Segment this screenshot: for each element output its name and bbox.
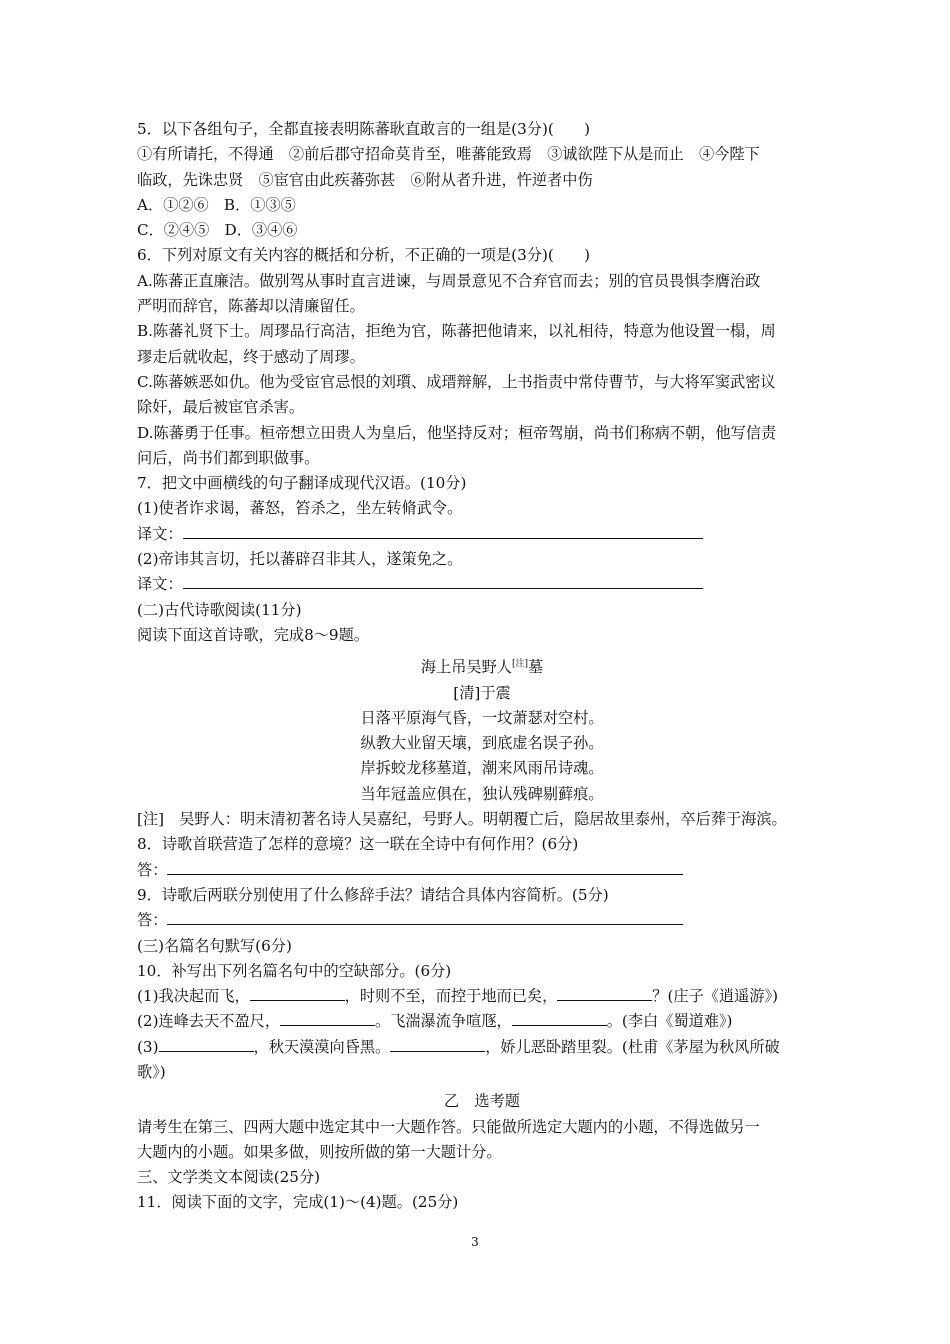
q10-item-3-source: ，娇儿恶卧踏里裂。(杜甫《茅屋为秋风所破 — [485, 1037, 780, 1056]
q5-choices-cd: C．②④⑤ D．③④⑥ — [137, 221, 298, 240]
elective-instructions-line1: 请考生在第三、四两大题中选定其中一大题作答。只能做所选定大题内的小题，不得选做另一 — [137, 1117, 760, 1136]
q6-option-b-line2: 璆走后就收起，终于感动了周璆。 — [137, 347, 365, 366]
elective-heading: 乙 选考题 — [444, 1092, 520, 1111]
q7-stem: 7．把文中画横线的句子翻译成现代汉语。(10分) — [137, 474, 467, 493]
fill-blank[interactable] — [250, 984, 345, 1001]
q6-option-c-line1: C.陈蕃嫉恶如仇。他为受宦官忌恨的刘瓆、成瑨辩解，上书指责中常侍曹节，与大将军窦武密议 — [137, 372, 776, 391]
q5-options-line1: ①有所请托，不得通 ②前后郡守招命莫肯至，唯蕃能致焉 ③诚欲陛下从是而止 ④今陛下 — [137, 145, 760, 164]
poem-title-end: 墓 — [527, 658, 544, 677]
q10-item-2-text: 。飞湍瀑流争喧豗， — [375, 1012, 512, 1031]
fill-blank[interactable] — [512, 1009, 607, 1026]
elective-instructions-line2: 大题内的小题。如果多做，则按所做的第一大题计分。 — [137, 1142, 502, 1161]
fill-blank[interactable] — [557, 984, 652, 1001]
q10-item-2-text: (2)连峰去天不盈尺， — [137, 1012, 281, 1031]
q7-sentence-2: (2)帝讳其言切，托以蕃辟召非其人，遂策免之。 — [137, 550, 463, 569]
section3-heading: 三、文学类文本阅读(25分) — [137, 1168, 321, 1187]
q10-item-1 — [137, 984, 827, 1009]
q6-option-a-line1: A.陈蕃正直廉洁。做别驾从事时直言进谏，与周景意见不合弃官而去；别的官员畏惧李膺治政 — [137, 271, 761, 290]
q10-stem: 10．补写出下列名篇名句中的空缺部分。(6分) — [137, 961, 452, 980]
q8-answer-row — [137, 858, 827, 883]
q5-options-line2: 临政，先诛忠贤 ⑤宦官由此疾蕃弥甚 ⑥附从者升进，忤逆者中伤 — [137, 170, 593, 189]
fill-blank[interactable] — [280, 1009, 375, 1026]
q10-item-2 — [137, 1009, 827, 1034]
answer-label: 译文： — [137, 575, 183, 594]
poem-note: [注] 吴野人：明末清初著名诗人吴嘉纪，号野人。明朝覆亡后，隐居故里泰州，卒后葬于海滨。 — [137, 810, 787, 829]
poem-title-text: 海上吊吴野人 — [420, 658, 512, 677]
q10-item-1-source: ？(庄子《逍遥游》) — [652, 987, 779, 1006]
poem-title — [137, 652, 827, 680]
q8-stem: 8．诗歌首联营造了怎样的意境？这一联在全诗中有何作用？(6分) — [137, 835, 579, 854]
q10-item-1-text: ，时则不至，而控于地而已矣， — [344, 987, 558, 1006]
answer-label: 译文： — [137, 524, 183, 543]
answer-label: 答： — [137, 860, 168, 879]
q10-item-3-text: ，秋天漠漠向昏黑。 — [253, 1037, 391, 1056]
q6-stem: 6．下列对原文有关内容的概括和分析，不正确的一项是(3分)( ) — [137, 246, 591, 265]
q5-stem: 5．以下各组句子，全都直接表明陈蕃耿直敢言的一组是(3分)( ) — [137, 120, 591, 138]
recite-section-heading: (三)名篇名句默写(6分) — [137, 936, 292, 955]
q10-item-3-text: (3) — [137, 1037, 159, 1056]
page-number: 3 — [471, 1235, 479, 1249]
poem-line: 当年冠盖应俱在，独认残碑剔藓痕。 — [360, 784, 604, 803]
note-marker: [注] — [511, 659, 528, 670]
poem-line: 日落平原海气昏，一坟萧瑟对空村。 — [360, 708, 604, 727]
q10-item-1-text: (1)我决起而飞， — [137, 987, 250, 1006]
q7-answer-row-1 — [137, 522, 827, 547]
poem-line: 纵教大业留天壤，到底虚名误子孙。 — [360, 734, 604, 753]
q6-option-d-line2: 问后，尚书们都到职做事。 — [137, 448, 320, 467]
answer-blank[interactable] — [167, 858, 683, 875]
q6-option-d-line1: D.陈蕃勇于任事。桓帝想立田贵人为皇后，他坚持反对；桓帝驾崩，尚书们称病不朝，他写信责 — [137, 423, 777, 442]
answer-label: 答： — [137, 911, 168, 930]
poem-author: [清]于震 — [453, 683, 511, 702]
q10-item-2-source: 。(李白《蜀道难》) — [606, 1012, 733, 1031]
exam-page — [137, 117, 827, 1216]
q7-answer-row-2 — [137, 572, 827, 597]
q11-stem: 11．阅读下面的文字，完成(1)～(4)题。(25分) — [137, 1193, 459, 1212]
q6-option-c-line2: 除奸，最后被宦官杀害。 — [137, 398, 305, 417]
q10-item-3 — [137, 1035, 827, 1060]
answer-blank[interactable] — [183, 572, 703, 589]
poetry-intro: 阅读下面这首诗歌，完成8～9题。 — [137, 625, 369, 644]
answer-blank[interactable] — [183, 522, 703, 539]
answer-blank[interactable] — [167, 908, 683, 925]
q6-option-a-line2: 严明而辞官，陈蕃却以清廉留任。 — [137, 297, 365, 316]
poetry-section-heading: (二)古代诗歌阅读(11分) — [137, 600, 302, 619]
q10-item-3-cont: 歌》) — [137, 1062, 166, 1081]
q6-option-b-line1: B.陈蕃礼贤下士。周璆品行高洁，拒绝为官，陈蕃把他请来，以礼相待，特意为他设置一榻，周 — [137, 322, 776, 341]
q7-sentence-1: (1)使者诈求谒，蕃怒，笞杀之，坐左转脩武令。 — [137, 499, 463, 518]
q9-stem: 9．诗歌后两联分别使用了什么修辞手法？请结合具体内容简析。(5分) — [137, 885, 609, 904]
fill-blank[interactable] — [390, 1035, 485, 1052]
q9-answer-row — [137, 908, 827, 933]
q5-choices-ab: A．①②⑥ B．①③⑤ — [137, 195, 296, 214]
fill-blank[interactable] — [159, 1035, 254, 1052]
poem-line: 岸拆蛟龙移墓道，潮来风雨吊诗魂。 — [360, 759, 604, 778]
